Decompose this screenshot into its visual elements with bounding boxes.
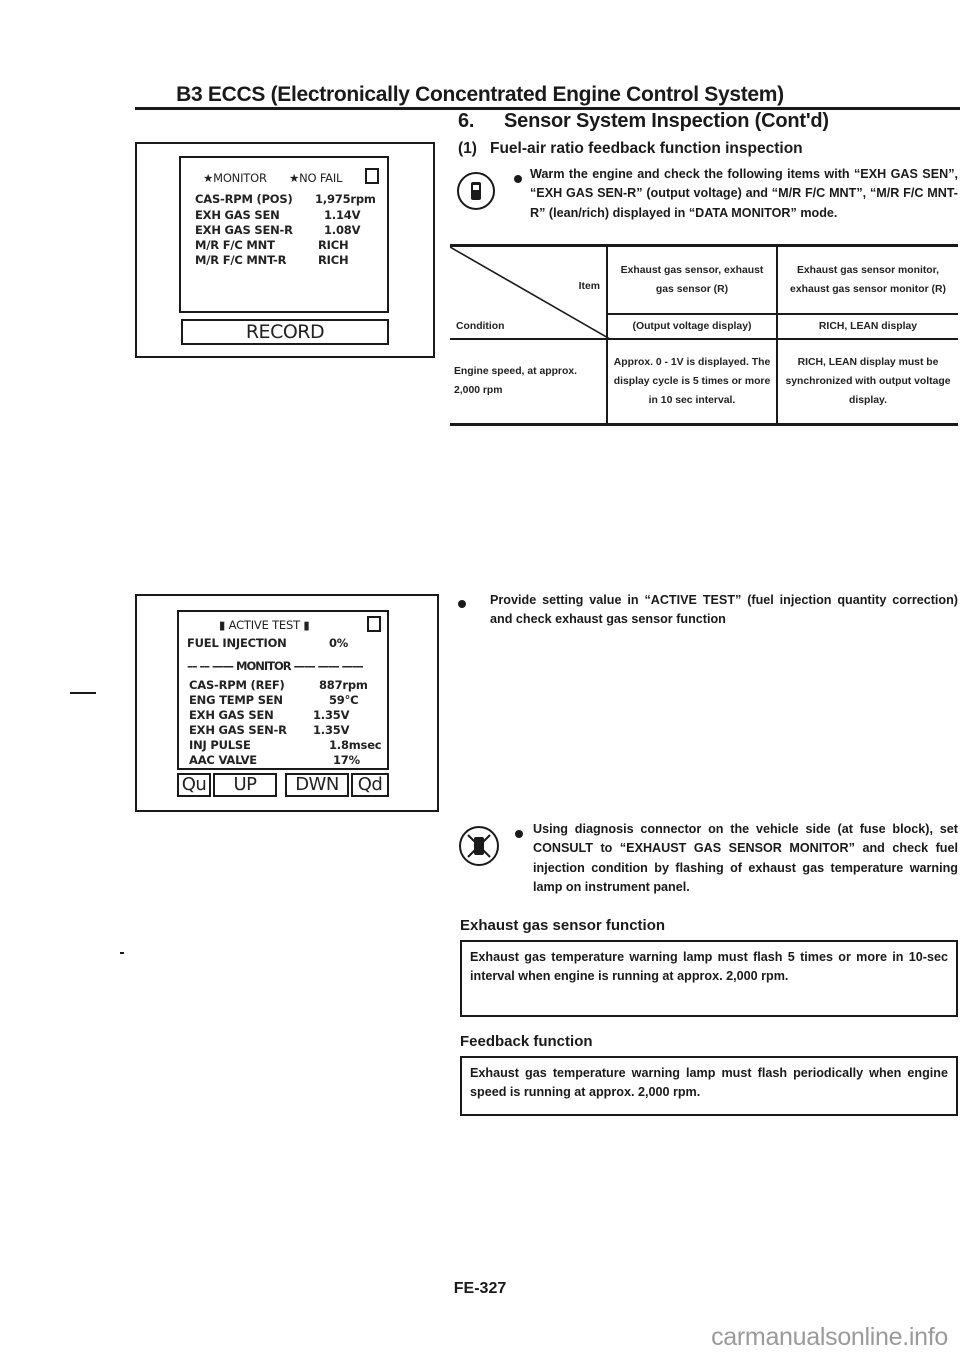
monitor-row-label: M/R F/C MNT-R [195, 253, 287, 267]
feedback-function-text: Exhaust gas temperature warning lamp must flash periodically when engine speed is running at approx. 2,000 rpm. [470, 1066, 948, 1099]
fuel-injection-value: 0% [329, 636, 349, 650]
active-monitor-row-value: 1.8msec [329, 738, 382, 752]
margin-mark [70, 692, 96, 694]
monitor-row-value: RICH [318, 238, 349, 252]
active-test-marker-icon: ▮ [303, 618, 310, 632]
monitor-divider [187, 659, 363, 673]
consult-screen-active-test [135, 594, 439, 812]
feedback-function-heading: Feedback function [460, 1033, 593, 1050]
down-button[interactable]: DWN [285, 773, 349, 797]
prohibited-tester-icon [461, 828, 497, 864]
dashes-right: —— —— —— [290, 659, 363, 673]
record-button[interactable]: RECORD [181, 319, 389, 345]
instruction-warm-engine: Warm the engine and check the following items with “EXH GAS SEN”, “EXH GAS SEN-R” (output voltage) and “M/R F/C MNT”, “M/R F/C MNT-R” (lean/rich) displayed in “DATA MONITOR” mode. [530, 167, 958, 220]
section-title-text: Sensor System Inspection (Cont'd) [504, 110, 829, 132]
watermark[interactable]: carmanualsonline.info [711, 1323, 948, 1351]
consult-tool-icon [457, 172, 495, 210]
table-corner-item: Item [578, 281, 600, 292]
monitor-row-label: EXH GAS SEN [195, 208, 280, 222]
sensor-function-heading: Exhaust gas sensor function [460, 917, 666, 934]
section-number: 6. [458, 110, 475, 132]
active-test-display [177, 610, 389, 770]
active-monitor-row-value: 1.35V [313, 708, 350, 722]
page-number: FE-327 [453, 1280, 507, 1297]
active-monitor-row-label: AAC VALVE [189, 753, 257, 767]
section-title [458, 110, 829, 133]
monitor-row-label: CAS-RPM (POS) [195, 192, 293, 206]
consult-screen-monitor [135, 142, 435, 358]
monitor-row-value: 1.08V [324, 223, 361, 237]
monitor-header-left: ★MONITOR [203, 171, 267, 185]
table-corner-cell [450, 246, 607, 339]
monitor-display [179, 156, 389, 313]
bullet-icon [515, 830, 523, 838]
page-header-title: B3 ECCS (Electronically Concentrated Engine Control System) [176, 83, 784, 106]
handheld-tester-icon [459, 174, 493, 208]
table-row-condition: Engine speed, at approx. 2,000 rpm [450, 339, 607, 425]
active-monitor-row-value: 1.35V [313, 723, 350, 737]
active-test-checkbox[interactable] [367, 616, 381, 632]
sensor-function-text: Exhaust gas temperature warning lamp must flash 5 times or more in 10-sec interval when engine is running at approx. 2,000 rpm. [470, 950, 948, 983]
subsection-number: (1) [458, 140, 477, 157]
monitor-header-right: ★NO FAIL [289, 171, 343, 185]
monitor-row-label: M/R F/C MNT [195, 238, 275, 252]
no-consult-icon [459, 826, 499, 866]
active-monitor-row-label: EXH GAS SEN [189, 708, 274, 722]
inspection-table [450, 244, 958, 426]
active-test-marker-icon: ▮ [219, 618, 226, 632]
active-test-title-text: ACTIVE TEST [228, 618, 300, 632]
bullet-icon [514, 175, 522, 183]
active-monitor-row-label: EXH GAS SEN-R [189, 723, 287, 737]
up-button[interactable]: UP [213, 773, 277, 797]
active-monitor-row-value: 59°C [329, 693, 359, 707]
margin-dot [120, 952, 124, 954]
table-row-col1: Approx. 0 - 1V is displayed. The display cycle is 5 times or more in 10 sec interval. [607, 339, 777, 425]
table-col2-header: Exhaust gas sensor monitor, exhaust gas sensor monitor (R) [777, 246, 958, 314]
active-monitor-row-value: 887rpm [319, 678, 368, 692]
qu-button[interactable]: Qu [177, 773, 211, 797]
active-monitor-row-label: CAS-RPM (REF) [189, 678, 285, 692]
monitor-row-value: 1,975rpm [315, 192, 376, 206]
dashes-left: –– –– —— [187, 659, 237, 673]
monitor-row-label: EXH GAS SEN-R [195, 223, 293, 237]
table-col1-subheader: (Output voltage display) [607, 314, 777, 339]
fuel-injection-label: FUEL INJECTION [187, 636, 287, 650]
table-col1-header: Exhaust gas sensor, exhaust gas sensor (R) [607, 246, 777, 314]
table-col2-subheader: RICH, LEAN display [777, 314, 958, 339]
feedback-function-box [460, 1056, 958, 1116]
monitor-section-label: MONITOR [236, 659, 291, 673]
instruction-active-test: Provide setting value in “ACTIVE TEST” (fuel injection quantity correction) and check exhaust gas sensor function [490, 593, 958, 627]
sensor-function-box [460, 940, 958, 1017]
active-monitor-row-label: ENG TEMP SEN [189, 693, 283, 707]
active-monitor-row-value: 17% [333, 753, 360, 767]
table-corner-condition: Condition [456, 321, 505, 332]
instruction-diagnosis-connector: Using diagnosis connector on the vehicle side (at fuse block), set CONSULT to “EXHAUST GAS SENSOR MONITOR” and check fuel injection condition by flashing of exhaust gas temperature warning lamp on instrument panel. [533, 822, 958, 894]
subsection-title-text: Fuel-air ratio feedback function inspection [490, 140, 803, 157]
subsection-title [458, 140, 803, 158]
qd-button[interactable]: Qd [351, 773, 389, 797]
monitor-row-value: 1.14V [324, 208, 361, 222]
active-test-title [219, 618, 310, 632]
bullet-icon [458, 600, 466, 608]
monitor-row-value: RICH [318, 253, 349, 267]
table-row-col2: RICH, LEAN display must be synchronized with output voltage display. [777, 339, 958, 425]
monitor-checkbox[interactable] [365, 168, 379, 184]
active-monitor-row-label: INJ PULSE [189, 738, 251, 752]
